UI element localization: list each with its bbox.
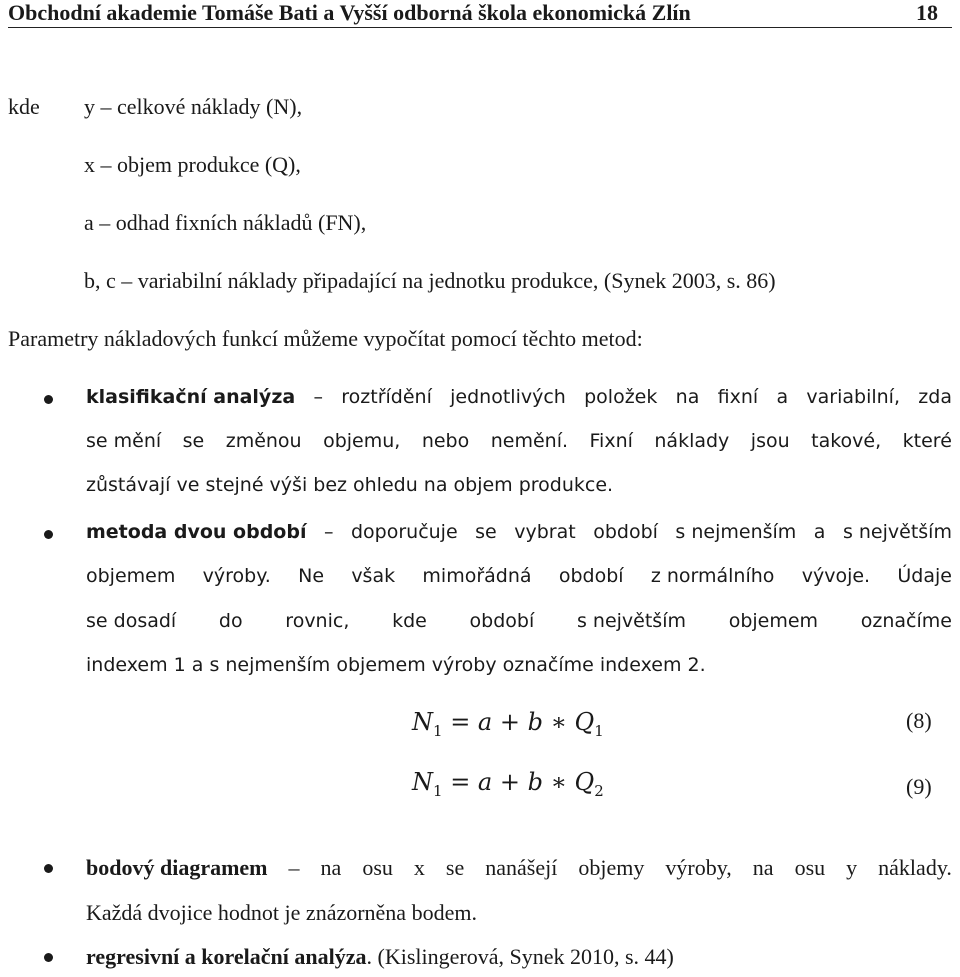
bullet-icon [44, 953, 53, 962]
word: takové, [811, 430, 882, 452]
bullet-1-line-1 [86, 386, 952, 408]
word: s největším [576, 610, 686, 632]
bullet-3-line-2: Každá dvojice hodnot je znázorněna bodem. [86, 900, 477, 925]
word: které [902, 430, 952, 452]
word: jsou [750, 430, 790, 452]
word: objemem [86, 565, 176, 587]
equation-8: $N_1 = a + b$ ∗ $Q_1$ [412, 708, 604, 740]
word: období [469, 610, 535, 632]
word: nebo [421, 430, 470, 452]
page-number: 18 [916, 0, 938, 25]
word: výroby, [665, 855, 732, 880]
word: x [413, 855, 425, 880]
bullet-1-line-3: zůstávají ve stejné výši bez ohledu na objem produkce. [86, 474, 614, 496]
word: y [846, 855, 858, 880]
word: vývoje. [801, 565, 871, 587]
school-name: Obchodní akademie Tomáše Bati a Vyšší odborná škola ekonomická Zlín [8, 0, 691, 25]
bullet-term: klasifikační analýza [86, 386, 296, 408]
word: se mění [86, 430, 162, 452]
bullet-3-line-1 [86, 855, 952, 881]
word: nemění. [490, 430, 569, 452]
variable-item: y – celkové náklady (N), [84, 94, 303, 119]
word: s největším [842, 521, 952, 543]
word: variabilní, [806, 386, 901, 408]
word: fixní [717, 386, 759, 408]
word: se [475, 521, 497, 543]
word: a [813, 521, 826, 543]
bullet-1-line-2 [86, 430, 952, 452]
word: se dosadí [86, 610, 177, 632]
bullet-2-line-1 [86, 521, 952, 543]
word: jednotlivých [450, 386, 566, 408]
word: a [776, 386, 789, 408]
word: se [182, 430, 205, 452]
dash: – [323, 521, 334, 543]
word: objemem [728, 610, 819, 632]
word: období [558, 565, 624, 587]
dash: – [313, 386, 323, 408]
word: vybrat [514, 521, 576, 543]
equation-number: (9) [906, 774, 932, 799]
word: se [445, 855, 465, 880]
bullet-icon [44, 530, 53, 539]
word: – [288, 855, 300, 880]
variable-item: a – odhad fixních nákladů (FN), [84, 210, 367, 235]
word: náklady [654, 430, 730, 452]
word: s nejmenším [675, 521, 797, 543]
word: mimořádná [422, 565, 532, 587]
word: Fixní [589, 430, 633, 452]
bullet-icon [44, 395, 53, 404]
word: náklady. [878, 855, 952, 880]
kde-label: kde [8, 94, 40, 119]
word: položek [584, 386, 658, 408]
variable-item: b, c – variabilní náklady připadající na jednotku produkce, (Synek 2003, s. 86) [84, 268, 776, 293]
word: doporučuje [350, 521, 458, 543]
word: objemy [578, 855, 645, 880]
bullet-icon [44, 864, 53, 873]
page-header [8, 0, 952, 28]
word: objemu, [323, 430, 401, 452]
bullet-term: bodový diagramem [86, 855, 268, 880]
bullet-2-line-3 [86, 610, 952, 632]
word: období [593, 521, 658, 543]
word: z normálního [650, 565, 775, 587]
equation-number: (8) [906, 708, 932, 733]
bullet-2-line-4: indexem 1 a s nejmenším objemem výroby označíme indexem 2. [86, 654, 706, 676]
word: osu [794, 855, 826, 880]
word: Údaje [897, 565, 952, 587]
equation-9: $N_1 = a + b$ ∗ $Q_2$ [412, 768, 604, 800]
bullet-4-line: regresivní a korelační analýza. (Kislingerová, Synek 2010, s. 44) [86, 944, 674, 969]
word: roztřídění [341, 386, 432, 408]
word: kde [392, 610, 427, 632]
word: rovnic, [285, 610, 350, 632]
bullet-2-line-2 [86, 565, 952, 587]
word: osu [362, 855, 393, 880]
word: do [218, 610, 243, 632]
word: výroby. [202, 565, 271, 587]
word: na [320, 855, 342, 880]
word: označíme [860, 610, 952, 632]
methods-intro: Parametry nákladových funkcí můžeme vypočítat pomocí těchto metod: [8, 326, 643, 351]
variable-item: x – objem produkce (Q), [84, 152, 301, 177]
bullet-term: metoda dvou období [86, 521, 307, 543]
word: změnou [225, 430, 302, 452]
bullet-term: regresivní a korelační analýza [86, 944, 367, 969]
word: však [351, 565, 396, 587]
word: na [752, 855, 774, 880]
word: na [675, 386, 700, 408]
word: Ne [298, 565, 325, 587]
word: nanášejí [485, 855, 558, 880]
word: zda [918, 386, 952, 408]
